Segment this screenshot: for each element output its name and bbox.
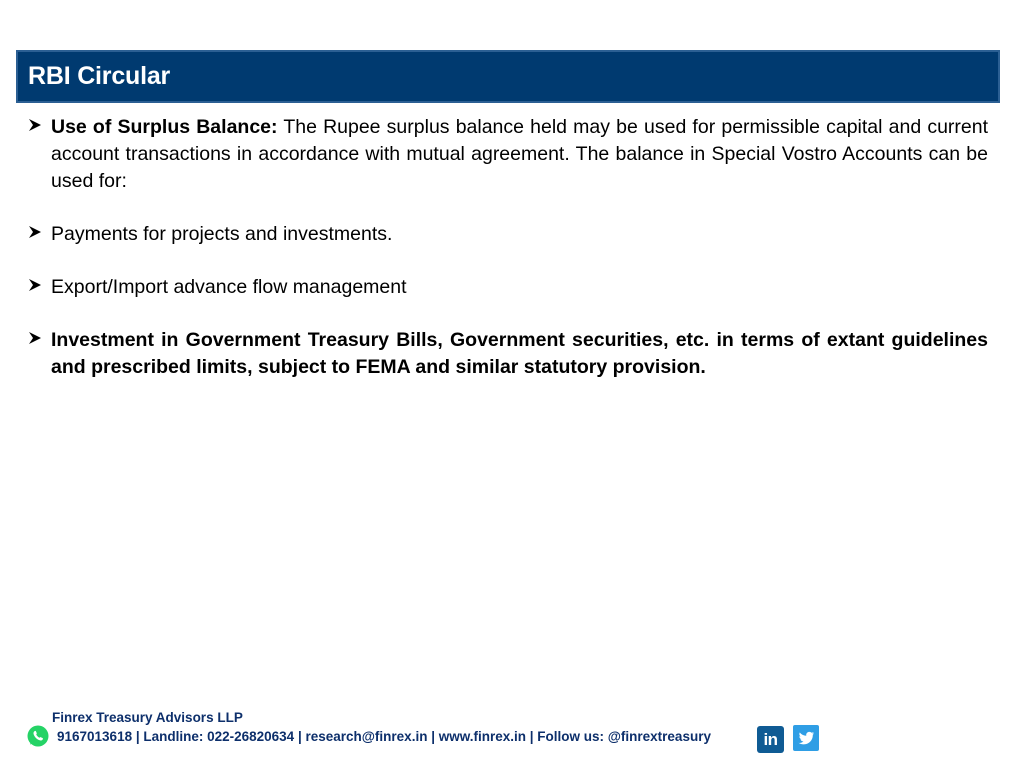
bullet-text: Investment in Government Treasury Bills, Government securities, etc. in terms of extant guidelines and prescribed limits, subject to FEMA and similar statutory provision. — [51, 329, 988, 378]
bullet-text: Export/Import advance flow management — [51, 276, 407, 298]
arrow-bullet-icon — [28, 327, 44, 349]
bullet-item-surplus-balance — [28, 114, 988, 195]
bullet-item-export-import — [28, 274, 988, 301]
arrow-bullet-icon — [28, 114, 44, 136]
arrow-bullet-icon — [28, 221, 44, 243]
footer-contact-line: 9167013618 | Landline: 022-26820634 | research@finrex.in | www.finrex.in | Follow us: @finrextreasury — [57, 729, 711, 744]
bullet-item-projects — [28, 221, 988, 248]
linkedin-icon[interactable]: in — [757, 726, 784, 753]
bullet-text: Payments for projects and investments. — [51, 223, 393, 245]
bullet-text: The Rupee surplus balance held may be used for permissible capital and current account transactions in accordance with mutual agreement. The balance in Special Vostro Accounts can be used for: — [51, 116, 989, 192]
bullet-lead-label: Use of Surplus Balance: — [51, 116, 278, 138]
footer-company-name: Finrex Treasury Advisors LLP — [52, 710, 243, 725]
bullet-list — [28, 114, 988, 407]
page-title: RBI Circular — [28, 62, 171, 90]
arrow-bullet-icon — [28, 274, 44, 296]
title-banner — [16, 50, 1000, 103]
bullet-item-investment — [28, 327, 988, 381]
footer — [0, 706, 1024, 768]
twitter-icon[interactable] — [793, 725, 819, 751]
whatsapp-icon[interactable] — [27, 725, 49, 747]
